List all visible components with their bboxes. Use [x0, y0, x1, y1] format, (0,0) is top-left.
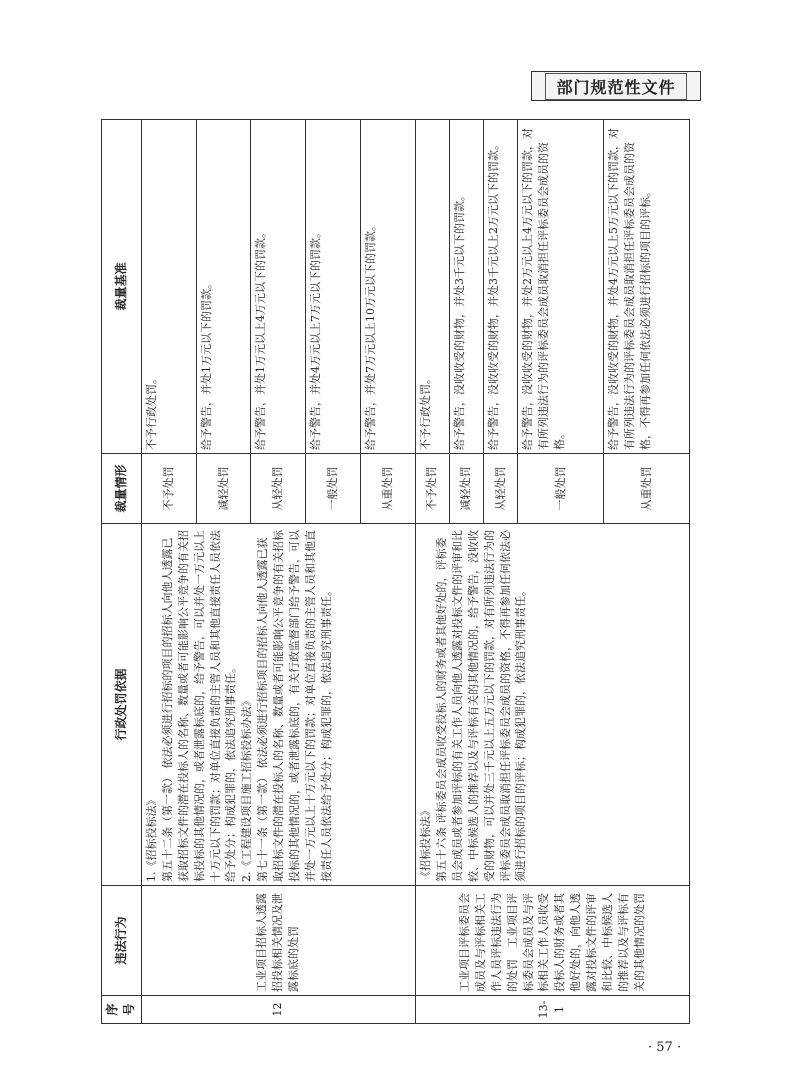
rotated-table-area	[101, 120, 690, 1024]
violation-cell: 工业项目招标人透露招投标相关情况及泄露标底的处罚	[141, 886, 415, 996]
document-category-badge	[531, 71, 701, 101]
page-number: · 57 ·	[648, 1040, 682, 1055]
situation-cell: 减轻处罚	[449, 454, 483, 524]
situation-cell: 一般处罚	[518, 454, 604, 524]
situation-cell: 不予处罚	[141, 454, 196, 524]
table-row	[415, 120, 449, 1024]
standard-cell: 给予警告，并处1万元以下的罚款。	[196, 120, 251, 454]
penalty-discretion-table	[101, 119, 690, 1024]
col-header-seq: 序号	[102, 996, 142, 1024]
standard-cell: 给予警告，没收收受的财物，并处3千元以上2万元以下的罚款。	[483, 120, 517, 454]
col-header-act: 违法行为	[102, 886, 142, 996]
violation-cell: 工业项目评标委员会成员及与评标相关工作人员评标违法行为的处罚 工业项目评标委员会成员及与评标相关工作人员收受投标人的财务或者其他好处的，向他人透露对投标文件的评审和比较、中标候选人的推荐以及与评标有关的其他情况的处罚	[415, 886, 689, 996]
basis-law-title: 《招标投标法》	[418, 805, 432, 882]
standard-cell: 不予行政处罚。	[415, 120, 449, 454]
standard-cell: 不予行政处罚。	[141, 120, 196, 454]
situation-cell: 减轻处罚	[196, 454, 251, 524]
basis-article-text: 第五十六条 评标委员会成员收受投标人的财务或者其他好处的，评标委员会成员或者参加评标的有关工作人员向他人透露对投标文件的评审和比较、中标候选人的推荐以及与评标有关的其他情况的，给予警告，没收收受的财物，可以并处三千元以上五万元以下的罚款，对有所列违法行为的评标委员会成员取消担任评标委员会成员的资格，不得再参加任何依法必须进行招标的项目的评标；构成犯罪的，依法追究刑事责任。	[434, 530, 528, 882]
situation-cell: 从重处罚	[603, 454, 689, 524]
col-header-situation: 裁量情形	[102, 454, 142, 524]
seq-cell: 13-1	[415, 996, 689, 1024]
basis-article-text: 第七十一条（第一款） 依法必须进行招标项目的招标人向他人透露已获取招标文件的潜在投标人的名称、数量或者可能影响公平竞争的有关招标投标的其他情况的，或者泄露标底的，有关行政监督部门给予警告，可以并处一万元以上十万元以下的罚款；对单位直接负责的主管人员和其他直接责任人员依法给予处分；构成犯罪的，依法追究刑事责任。	[256, 530, 334, 882]
situation-cell: 从重处罚	[361, 454, 416, 524]
table-header-row	[102, 120, 142, 1024]
situation-cell: 一般处罚	[306, 454, 361, 524]
standard-cell: 给予警告，没收收受的财物，并处3千元以下的罚款。	[449, 120, 483, 454]
basis-law-title: 1.《招标投标法》	[144, 794, 158, 882]
basis-article-text: 第五十二条（第一款） 依法必须进行招标的项目的招标人向他人透露已获取招标文件的潜在投标人的名称、数量或者可能影响公平竞争的有关招标投标的其他情况的，或者泄露标底的，给予警告，可以并处一万元以上十万元以下的罚款；对单位直接负责的主管人员和其他直接责任人员依法给予处分；构成犯罪的，依法追究刑事责任。	[160, 530, 238, 882]
col-header-basis: 行政处罚依据	[102, 524, 142, 886]
seq-cell: 12	[141, 996, 415, 1024]
rotated-table-wrapper	[101, 120, 690, 1024]
basis-cell	[415, 524, 689, 886]
standard-cell: 给予警告，并处1万元以上4万元以下的罚款。	[251, 120, 306, 454]
situation-cell: 从轻处罚	[251, 454, 306, 524]
standard-cell: 给予警告，并处4万元以上7万元以下的罚款。	[306, 120, 361, 454]
situation-cell: 不予处罚	[415, 454, 449, 524]
document-category-label: 部门规范性文件	[545, 73, 686, 100]
col-header-standard: 裁量基准	[102, 120, 142, 454]
standard-cell: 给予警告，没收收受的财物，并处2万元以上4万元以下的罚款，对有所列违法行为的评标委员会成员取消担任评标委员会成员的资格。	[518, 120, 604, 454]
basis-law-title: 2.《工程建设项目施工招标投标办法》	[240, 695, 254, 882]
standard-cell: 给予警告，并处7万元以上10万元以下的罚款。	[361, 120, 416, 454]
basis-cell	[141, 524, 415, 886]
table-row	[141, 120, 196, 1024]
situation-cell: 从轻处罚	[483, 454, 517, 524]
standard-cell: 给予警告，没收收受的财物，并处4万元以上5万元以下的罚款，对有所列违法行为的评标委员会成员取消担任评标委员会成员的资格，不得再参加任何依法必须进行招标的项目的评标。	[603, 120, 689, 454]
